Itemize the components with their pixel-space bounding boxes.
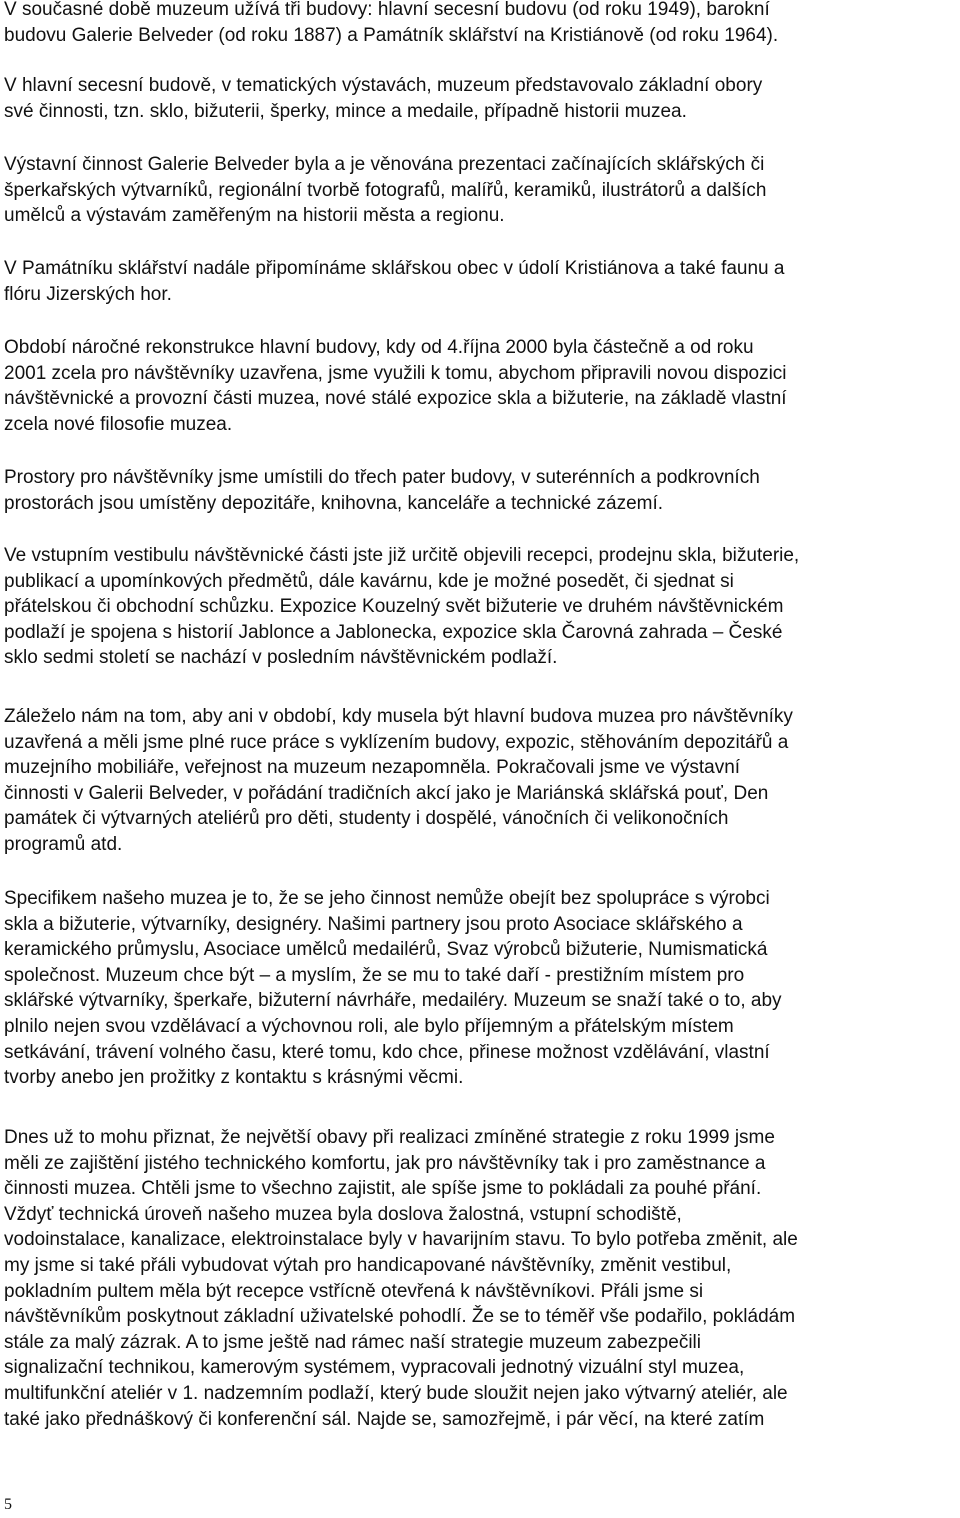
paragraph-main-building — [4, 73, 762, 124]
text-line: památek či výtvarných ateliérů pro děti, studenty i dospělé, vánočních či velikonočních — [4, 808, 729, 830]
text-line: vodoinstalace, kanalizace, elektroinstalace byly v havarijním stavu. To bylo potřeba změnit, ale — [4, 1229, 798, 1251]
text-line: návštěvnické a provozní části muzea, nové stálé expozice skla a bižuterie, na základě vlastní — [4, 388, 787, 410]
text-line: činnosti v Galerii Belveder, v pořádání tradičních akcí jako je Mariánská sklářská pouť, Den — [4, 782, 769, 804]
text-line: skla a bižuterie, výtvarníky, designéry. Našimi partnery jsou proto Asociace sklářského a — [4, 913, 743, 935]
text-line: také jako přednáškový či konferenční sál. Najde se, samozřejmě, i pár věcí, na které zatím — [4, 1408, 765, 1430]
text-line: V současné době muzeum užívá tři budovy: hlavní secesní budovu (od roku 1949), barokní — [4, 0, 770, 20]
paragraph-vestibule — [4, 543, 799, 671]
text-line: návštěvníkům poskytnout základní uživatelské pohodlí. Že se to téměř vše podařilo, pokládám — [4, 1306, 796, 1328]
text-line: 2001 zcela pro návštěvníky uzavřena, jsme využili k tomu, abychom připravili novou dispozici — [4, 362, 787, 384]
paragraph-reconstruction — [4, 335, 787, 437]
text-line: Ve vstupním vestibulu návštěvnické části jste již určitě objevili recepci, prodejnu skla, bižuterie, — [4, 545, 800, 566]
text-line: podlaží je spojena s historií Jablonce a Jablonecka, expozice skla Čarovná zahrada – České — [4, 621, 783, 643]
text-line: společnost. Muzeum chce být – a myslím, že se mu to také daří - prestižním místem pro — [4, 964, 745, 986]
paragraph-belveder — [4, 152, 766, 229]
text-line: budovu Galerie Belveder (od roku 1887) a Památník sklářství na Kristiánově (od roku 1964). — [4, 24, 779, 46]
text-line: Prostory pro návštěvníky jsme umístili do třech pater budovy, v suterénních a podkrovních — [4, 467, 760, 488]
text-line: keramického průmyslu, Asociace umělců medailérů, Svaz výrobců bižuterie, Numismatická — [4, 939, 768, 961]
text-line: tvorby anebo jen prožitky z kontaktu s krásnými věcmi. — [4, 1067, 464, 1089]
text-line: setkávání, trávení volného času, které tomu, kdo chce, přinese možnost vzdělávání, vlastní — [4, 1041, 770, 1063]
text-line: měli ze zajištění jistého technického komfortu, jak pro návštěvníky tak i pro zaměstnance a — [4, 1152, 766, 1174]
text-line: prostorách jsou umístěny depozitáře, knihovna, kanceláře a technické zázemí. — [4, 492, 664, 514]
text-line: šperkařských výtvarníků, regionální tvorbě fotografů, malířů, keramiků, ilustrátorů a dalších — [4, 179, 767, 201]
text-line: zcela nové filosofie muzea. — [4, 413, 233, 435]
text-line: my jsme si také přáli vybudovat výtah pro handicapované návštěvníky, změnit vestibul, — [4, 1254, 732, 1276]
text-line: programů atd. — [4, 833, 123, 855]
text-line: signalizační technikou, kamerovým systémem, vypracovali jednotný vizuální styl muzea, — [4, 1357, 745, 1379]
text-line: Specifikem našeho muzea je to, že se jeho činnost nemůže obejít bez spolupráce s výrobci — [4, 888, 770, 909]
text-line: své činnosti, tzn. sklo, bižuterii, šperky, mince a medaile, případně historii muzea. — [4, 100, 687, 122]
text-line: uzavřená a měli jsme plné ruce práce s vyklízením budovy, expozic, stěhováním depozitářů a — [4, 731, 789, 753]
text-line: činnosti muzea. Chtěli jsme to všechno zajistit, ale spíše jsme to pokládali za pouhé přání. — [4, 1178, 762, 1200]
text-line: Období náročné rekonstrukce hlavní budovy, kdy od 4.října 2000 byla částečně a od roku — [4, 337, 754, 358]
paragraph-public — [4, 704, 793, 858]
text-line: stále za malý zázrak. A to jsme ještě nad rámec naší strategie muzeum zabezpečili — [4, 1331, 701, 1353]
text-line: flóru Jizerských hor. — [4, 283, 172, 305]
text-line: muzejního mobiliáře, veřejnost na muzeum nezapomněla. Pokračovali jsme ve výstavní — [4, 757, 741, 779]
paragraph-partners — [4, 886, 782, 1091]
text-line: umělců a výstavám zaměřeným na historii města a regionu. — [4, 205, 505, 227]
page-number: 5 — [4, 1496, 12, 1513]
text-line: Dnes už to mohu přiznat, že největší obavy při realizaci zmíněné strategie z roku 1999 jsme — [4, 1127, 775, 1148]
text-line: přátelskou či obchodní schůzku. Expozice Kouzelný svět bižuterie ve druhém návštěvnickém — [4, 596, 784, 618]
paragraph-buildings — [4, 0, 778, 48]
paragraph-spaces — [4, 465, 760, 516]
text-line: multifunkční ateliér v 1. nadzemním podlaží, který bude sloužit nejen jako výtvarný ateliér, ale — [4, 1382, 788, 1404]
text-line: Výstavní činnost Galerie Belveder byla a je věnována prezentaci začínajících sklářských či — [4, 154, 765, 175]
text-line: sklářské výtvarníky, šperkaře, bižuterní návrháře, medailéry. Muzeum se snaží také o to, aby — [4, 990, 782, 1012]
text-line: Záleželo nám na tom, aby ani v období, kdy musela být hlavní budova muzea pro návštěvníky — [4, 706, 793, 727]
text-line: V hlavní secesní budově, v tematických výstavách, muzeum představovalo základní obory — [4, 75, 763, 96]
paragraph-technical — [4, 1125, 798, 1432]
text-line: plnilo nejen svou vzdělávací a výchovnou roli, ale bylo příjemným a přátelským místem — [4, 1015, 734, 1037]
text-line: Vždyť technická úroveň našeho muzea byla doslova žalostná, vstupní schodiště, — [4, 1203, 682, 1225]
text-line: publikací a upomínkových předmětů, dále kavárnu, kde je možné posedět, či sjednat si — [4, 570, 734, 592]
text-line: sklo sedmi století se nachází v posledním návštěvnickém podlaží. — [4, 647, 558, 669]
text-line: V Památníku sklářství nadále připomínáme sklářskou obec v údolí Kristiánova a také faunu a — [4, 258, 785, 279]
text-line: pokladním pultem měla být recepce vstřícně otevřená k návštěvníkovi. Přáli jsme si — [4, 1280, 704, 1302]
paragraph-memorial — [4, 256, 784, 307]
